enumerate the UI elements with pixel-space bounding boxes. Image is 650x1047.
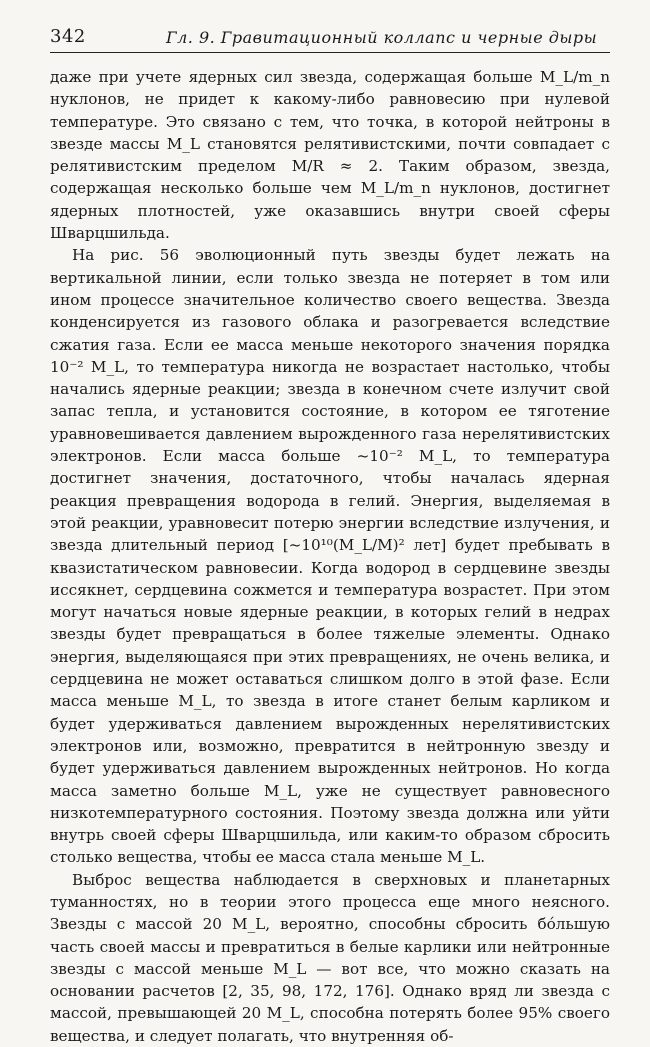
page-header [50, 22, 610, 53]
paragraph-3: Выброс вещества наблюдается в сверхновых и планетарных туманностях, но в теории этого процесса еще много неясного. Звезды с массой 20 M_L, вероятно, способны сбросить бо́льшую часть своей массы и превратиться в белые карлики или нейтронные звезды с массой меньше M_L — вот все, что можно сказать на основании расчетов [2, 35, 98, 172, 176]. Однако вряд ли звезда с массой, превышающей 20 M_L, способна потерять более 95% своего вещества, и следует полагать, что внутренняя об- [50, 870, 610, 1045]
running-head: Гл. 9. Гравитационный коллапс и черные дыры [166, 28, 598, 47]
page-body [50, 66, 610, 1047]
paragraph-2: На рис. 56 эволюционный путь звезды будет лежать на вертикальной линии, если только звезда не потеряет в том или ином процессе значительное количество своего вещества. Звезда конденсируется из газового облака и разогревается вследствие сжатия газа. Если ее масса меньше некоторого значения порядка 10⁻² M_L, то температура никогда не возрастает настолько, чтобы начались ядерные реакции; звезда в конечном счете излучит свой запас тепла, и установится состояние, в котором ее тяготение уравновешивается давлением вырожденного газа нерелятивистских электронов. Если масса больше ~10⁻² M_L, то температура достигнет значения, достаточного, чтобы началась ядерная реакция превращения водорода в гелий. Энергия, выделяемая в этой реакции, уравновесит потерю энергии вследствие излучения, и звезда длительный период [~10¹⁰(M_L/M)² лет] будет пребывать в квазистатическом равновесии. Когда водород в сердцевине звезды иссякнет, сердцевина сожмется и температура возрастет. При этом могут начаться новые ядерные реакции, в которых гелий в недрах звезды будет превращаться в более тяжелые элементы. Однако энергия, выделяющаяся при этих превращениях, не очень велика, и сердцевина не может оставаться слишком долго в этой фазе. Если масса меньше M_L, то звезда в итоге станет белым карликом и будет удерживаться давлением вырожденных нерелятивистских электронов или, возможно, превратится в нейтронную звезду и будет удерживаться давлением вырожденных нейтронов. Но когда масса заметно больше M_L, уже не существует равновесного низкотемпературного состояния. Поэтому звезда должна или уйти внутрь своей сферы Шварцшильда, или каким-то образом сбросить столько вещества, чтобы ее масса стала меньше M_L. [50, 246, 610, 867]
page-number: 342 [50, 26, 86, 47]
paragraph-1: даже при учете ядерных сил звезда, содержащая больше M_L/m_n нуклонов, не придет к какому-либо равновесию при нулевой температуре. Это связано с тем, что точка, в которой нейтроны в звезде массы M_L становятся релятивистскими, почти совпадает с релятивистским пределом M/R ≈ 2. Таким образом, звезда, содержащая несколько больше чем M_L/m_n нуклонов, достигнет ядерных плотностей, уже оказавшись внутри своей сферы Шварцшильда. [50, 68, 610, 243]
